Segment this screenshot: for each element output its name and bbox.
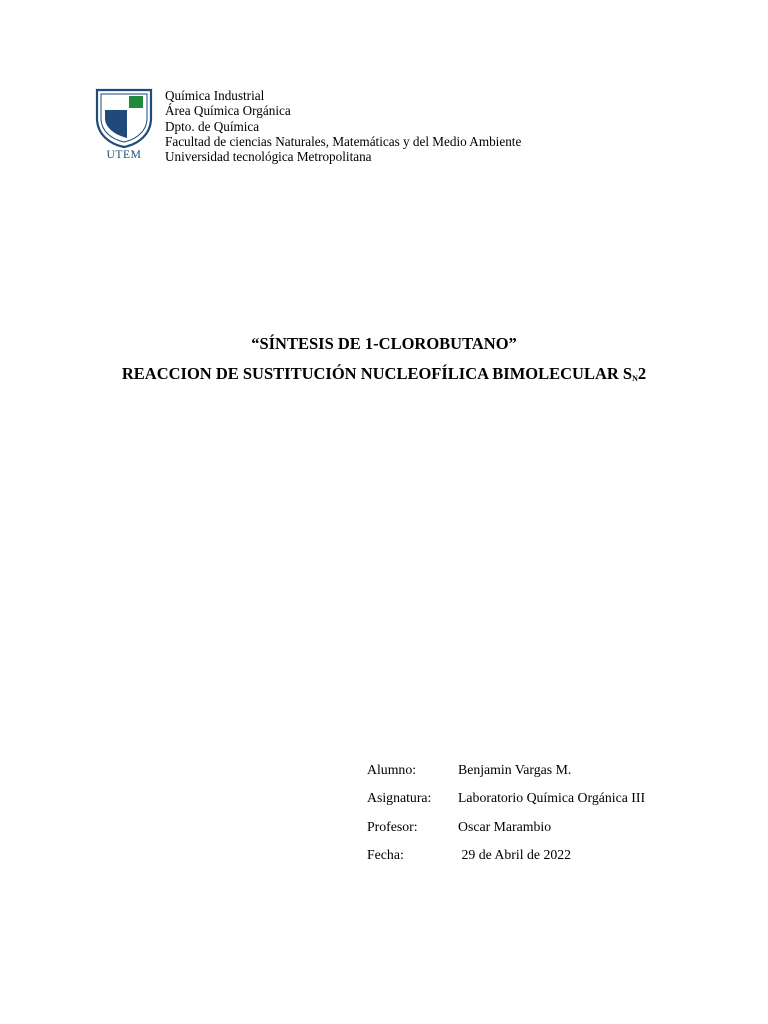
info-label: Alumno: [367, 762, 417, 777]
info-row-date [367, 846, 645, 874]
info-label: Fecha: [367, 846, 404, 862]
subtitle-subscript: N [632, 374, 638, 383]
student-info [367, 761, 645, 874]
info-value: 29 de Abril de 2022 [458, 846, 572, 862]
header-line-university: Universidad tecnológica Metropolitana [165, 149, 372, 165]
info-label: Asignatura: [367, 790, 432, 806]
logo-wordmark: UTEM [106, 149, 142, 161]
document-subtitle [0, 363, 768, 390]
info-value: Oscar Marambio [458, 818, 552, 834]
utem-logo [95, 88, 155, 162]
document-title: “SÍNTESIS DE 1-CLOROBUTANO” [251, 334, 517, 353]
header-line-area: Área Química Orgánica [165, 103, 291, 119]
info-value: Benjamin Vargas M. [458, 762, 572, 777]
info-row-student [367, 761, 645, 789]
header-line-program: Química Industrial [165, 88, 265, 103]
subtitle-suffix: 2 [637, 364, 647, 383]
info-value: Laboratorio Química Orgánica III [458, 790, 646, 806]
title-block [0, 333, 768, 390]
header-line-faculty: Facultad de ciencias Naturales, Matemáticas y del Medio Ambiente [165, 133, 522, 149]
subtitle-main: REACCION DE SUSTITUCIÓN NUCLEOFÍLICA BIMOLECULAR S [121, 364, 633, 383]
header-line-department: Dpto. de Química [165, 118, 260, 134]
utem-shield-icon [95, 88, 153, 148]
info-label: Profesor: [367, 818, 418, 834]
institution-header [165, 88, 521, 164]
info-row-professor [367, 818, 645, 846]
info-row-course [367, 789, 645, 817]
